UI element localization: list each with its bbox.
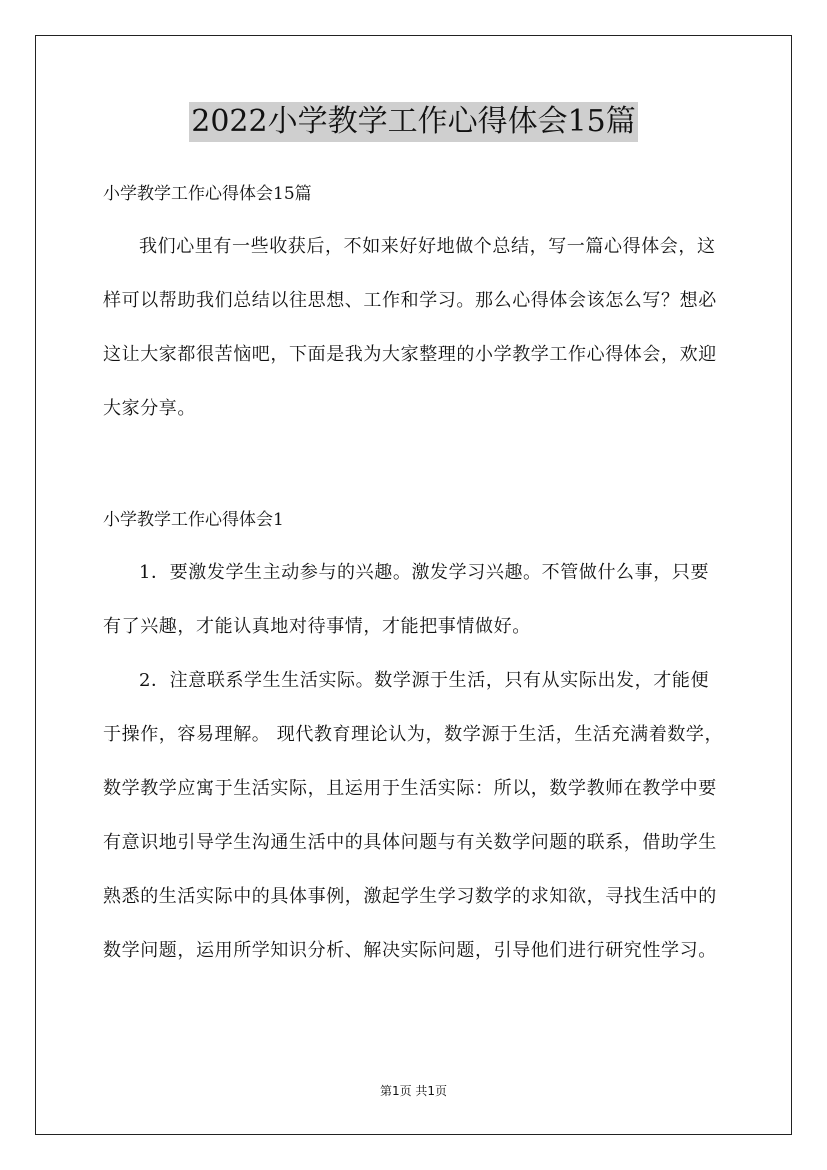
intro-paragraph: 我们心里有一些收获后，不如来好好地做个总结，写一篇心得体会，这样可以帮助我们总结以往思想、工作和学习。那么心得体会该怎么写？想必这让大家都很苦恼吧，下面是我为大家整理的小学教学工作心得体会，欢迎大家分享。 — [103, 236, 717, 419]
document-title-container — [0, 102, 827, 142]
page-footer: 第1页 共1页 — [379, 1084, 448, 1098]
section-paragraph-1: 1．要激发学生主动参与的兴趣。激发学习兴趣。不管做什么事，只要有了兴趣，才能认真地对待事情，才能把事情做好。 — [103, 562, 710, 637]
section-heading: 小学教学工作心得体会1 — [103, 510, 284, 530]
document-subtitle: 小学教学工作心得体会15篇 — [103, 184, 312, 204]
document-title: 2022小学教学工作心得体会15篇 — [189, 102, 638, 142]
section-paragraph-2: 2．注意联系学生生活实际。数学源于生活，只有从实际出发，才能便于操作，容易理解。 现代教育理论认为，数学源于生活，生活充满着数学，数学教学应寓于生活实际，且运用于生活实际：所以，数学教师在教学中要有意识地引导学生沟通生活中的具体问题与有关数学问题的联系，借助学生熟悉的生活实际中的具体事例，激起学生学习数学的求知欲，寻找生活中的数学问题，运用所学知识分析、解决实际问题，引导他们进行研究性学习。 — [103, 670, 724, 961]
